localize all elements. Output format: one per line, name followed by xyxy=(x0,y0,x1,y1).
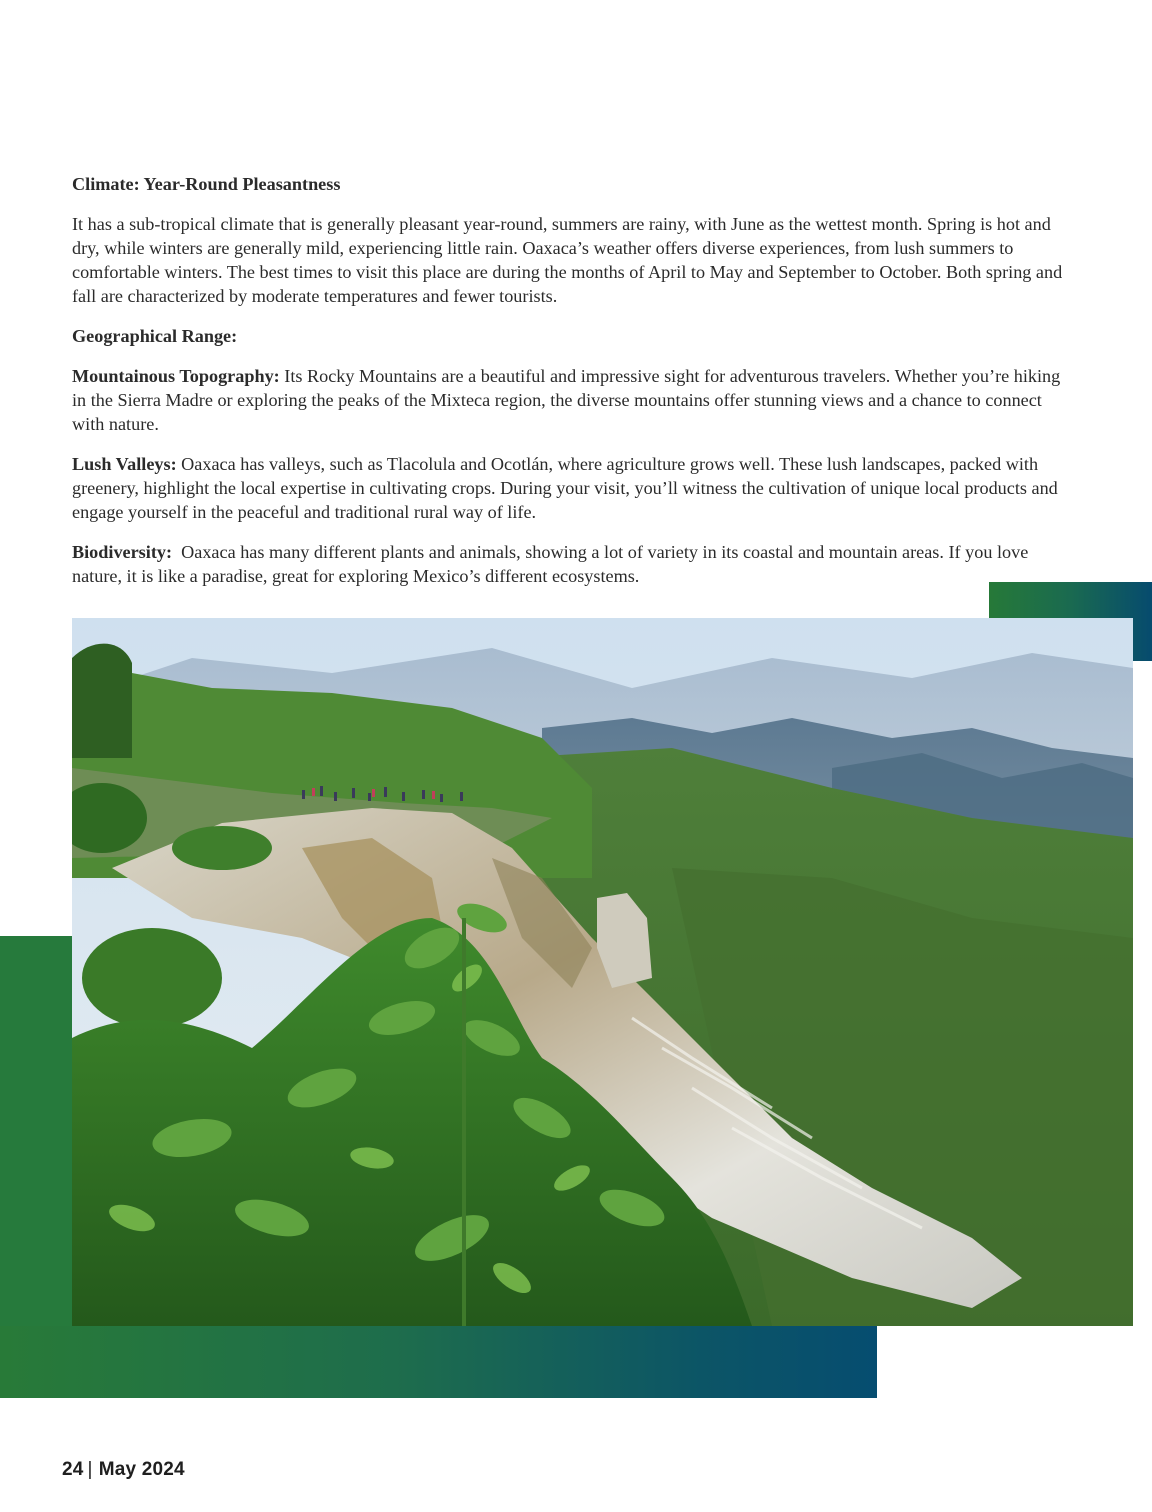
climate-paragraph: It has a sub-tropical climate that is generally pleasant year-round, summers are rainy, with June as the wettest month. Spring is hot and dry, while winters are generally mild, experiencing little rain. Oaxaca’s weather offers diverse experiences, from lush summers to comfortable winters. The best times to visit this place are during the months of April to May and September to October. Both spring and fall are characterized by moderate temperatures and fewer tourists. xyxy=(72,214,1063,306)
valleys-paragraph xyxy=(72,452,1077,524)
article-body xyxy=(72,172,1077,604)
page-footer xyxy=(62,1459,185,1481)
biodiversity-label: Biodiversity: xyxy=(72,542,173,562)
valleys-label: Lush Valleys: xyxy=(72,454,177,474)
biodiversity-text: Oaxaca has many different plants and animals, showing a lot of variety in its coastal and mountain areas. If you love nature, it is like a paradise, great for exploring Mexico’s different ecosystems. xyxy=(72,542,1033,586)
biodiversity-paragraph xyxy=(72,540,1077,588)
page-number: 24 xyxy=(62,1459,84,1480)
mountains-text: Its Rocky Mountains are a beautiful and impressive sight for adventurous travelers. Whether you’re hiking in the Sierra Madre or exploring the peaks of the Mixteca region, the diverse mountains offer stunning views and a chance to connect with nature. xyxy=(72,366,1061,434)
mountains-paragraph xyxy=(72,364,1077,436)
geography-heading: Geographical Range: xyxy=(72,326,238,346)
mountains-label: Mountainous Topography: xyxy=(72,366,280,386)
issue-date: May 2024 xyxy=(98,1459,185,1480)
footer-separator: | xyxy=(87,1459,93,1480)
decorative-gradient-bar-bottom xyxy=(0,1326,877,1398)
climate-heading: Climate: Year-Round Pleasantness xyxy=(72,174,341,194)
valleys-text: Oaxaca has valleys, such as Tlacolula and Ocotlán, where agriculture grows well. These lush landscapes, packed with greenery, highlight the local expertise in cultivating crops. During your visit, you’ll witness the cultivation of unique local products and engage yourself in the peaceful and traditional rural way of life. xyxy=(72,454,1058,522)
landscape-photo xyxy=(72,618,1133,1326)
